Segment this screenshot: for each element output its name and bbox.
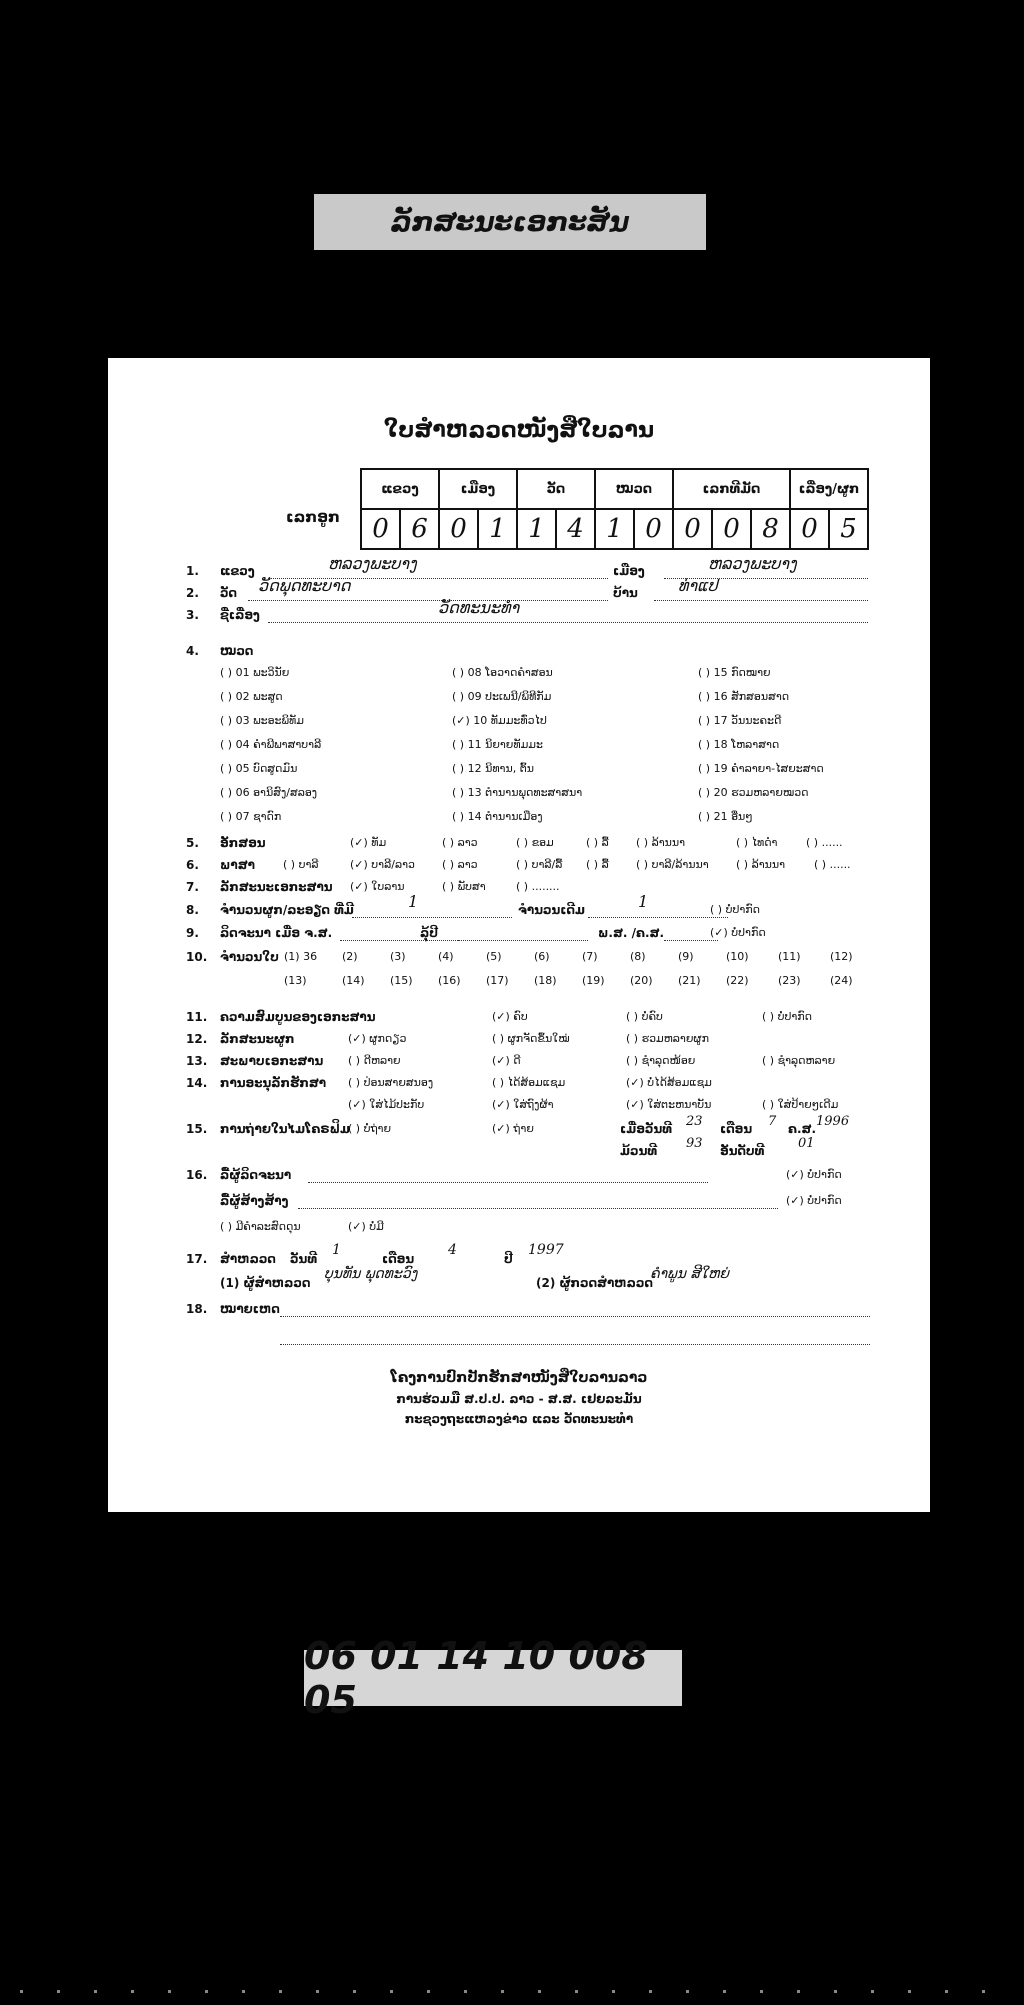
bundle-type-option[interactable]: ( ) ຜູກຈັດຂຶ້ນໃໝ່ bbox=[492, 1032, 570, 1045]
material-option[interactable]: ( ) ........ bbox=[516, 880, 560, 893]
code-digit: 1 bbox=[478, 509, 517, 549]
row-number: 4. bbox=[186, 644, 199, 658]
film-month-label: ເດືອນ bbox=[720, 1122, 753, 1136]
code-header-category: ໝວດ bbox=[595, 469, 673, 509]
survey-form bbox=[108, 358, 930, 1512]
category-option[interactable]: ( ) 04 ຄຳພີພາສາບາລີ bbox=[220, 738, 322, 751]
script-option[interactable]: ( ) ຂອມ bbox=[516, 836, 554, 849]
surveyor-name: ບຸນທັນ ພຸດທະວົງ bbox=[324, 1266, 418, 1282]
code-digit: 0 bbox=[712, 509, 751, 549]
village-value: ທ່າແປ bbox=[678, 576, 718, 595]
unknown-option[interactable]: ( ) ບໍ່ປາກົດ bbox=[710, 903, 760, 916]
category-label: ໝວດ bbox=[220, 644, 254, 658]
leaf-count-cell: (8) bbox=[630, 950, 646, 963]
bundle-type-option[interactable]: ( ) ຮວມຫລາຍຜູກ bbox=[626, 1032, 709, 1045]
checker-label: (2) ຜູ້ກວດສຳຫລວດ bbox=[536, 1276, 653, 1290]
code-digit: 4 bbox=[556, 509, 595, 549]
category-option[interactable]: ( ) 16 ສັກສອນສາດ bbox=[698, 690, 790, 703]
row-number: 1. bbox=[186, 564, 199, 578]
province-label: ແຂວງ bbox=[220, 564, 255, 578]
microfilm-label: ການຖ່າຍໃນໄມໂຄຣຟິມ bbox=[220, 1122, 351, 1136]
title-value: ວັດທະນະທຳ bbox=[438, 598, 520, 617]
leaf-count-cell: (14) bbox=[342, 974, 365, 987]
script-option[interactable]: (✓) ທັມ bbox=[350, 836, 387, 849]
category-option[interactable]: ( ) 06 ອານິສົງ/ສລອງ bbox=[220, 786, 318, 799]
category-option[interactable]: ( ) 17 ວັນນະຄະດີ bbox=[698, 714, 782, 727]
script-label: ອັກສອນ bbox=[220, 836, 266, 850]
unknown-option[interactable]: (✓) ບໍ່ປາກົດ bbox=[786, 1194, 842, 1207]
temple-label: ວັດ bbox=[220, 586, 238, 600]
leaf-count-cell: (7) bbox=[582, 950, 598, 963]
conservation-option[interactable]: (✓) ບໍ່ໄດ້ສ້ອມແຊມ bbox=[626, 1076, 712, 1089]
condition-option[interactable]: ( ) ດີຫລາຍ bbox=[348, 1054, 401, 1067]
leaf-count-cell: (11) bbox=[778, 950, 801, 963]
category-option[interactable]: ( ) 02 ພະສູດ bbox=[220, 690, 283, 703]
language-option[interactable]: ( ) ບາລີ/ລ້ານນາ bbox=[636, 858, 709, 871]
temple-value: ວັດພຸດທະບາດ bbox=[258, 576, 351, 595]
microfilm-option[interactable]: (✓) ຖ່າຍ bbox=[492, 1122, 534, 1135]
footer-ministry: ກະຊວງຖະແຫລງຂ່າວ ແລະ ວັດທະນະທຳ bbox=[404, 1412, 634, 1426]
row-number: 14. bbox=[186, 1076, 208, 1090]
completeness-label: ຄວາມສົມບູນຂອງເອກະສານ bbox=[220, 1010, 376, 1024]
eulogy-option[interactable]: ( ) ມີຄຳລະສົດດຸນ bbox=[220, 1220, 301, 1233]
leaf-count-cell: (4) bbox=[438, 950, 454, 963]
province-value: ຫລວງພະບາງ bbox=[328, 554, 417, 573]
leaf-count-cell: (13) bbox=[284, 974, 307, 987]
category-option[interactable]: ( ) 12 ນິທານ, ຕົ້ນ bbox=[452, 762, 534, 775]
category-option[interactable]: ( ) 08 ໂອວາດຄຳສອນ bbox=[452, 666, 553, 679]
leaf-count-cell: (5) bbox=[486, 950, 502, 963]
leaf-count-cell: (17) bbox=[486, 974, 509, 987]
row-number: 3. bbox=[186, 608, 199, 622]
category-option[interactable]: ( ) 15 ກົດໝາຍ bbox=[698, 666, 771, 679]
surveyor-label: (1) ຜູ້ສຳຫລວດ bbox=[220, 1276, 311, 1290]
category-option[interactable]: ( ) 18 ໂຫລາສາດ bbox=[698, 738, 780, 751]
sponsor-label: ລື້ຜູ້ສ້າງສ້າງ bbox=[220, 1194, 289, 1208]
language-option[interactable]: ( ) ບາລີ bbox=[283, 858, 319, 871]
film-day: 23 bbox=[686, 1114, 703, 1129]
code-digit: 6 bbox=[400, 509, 439, 549]
condition-option[interactable]: (✓) ດີ bbox=[492, 1054, 521, 1067]
leaf-count-cell: (20) bbox=[630, 974, 653, 987]
code-label: ເລກອູກ bbox=[286, 508, 340, 526]
code-table bbox=[360, 468, 869, 550]
row-number: 18. bbox=[186, 1302, 208, 1316]
survey-label: ສຳຫລວດ bbox=[220, 1252, 276, 1266]
leaf-count-cell: (22) bbox=[726, 974, 749, 987]
conservation-option[interactable]: ( ) ໄດ້ສ້ອມແຊມ bbox=[492, 1076, 566, 1089]
row-number: 5. bbox=[186, 836, 199, 850]
leaf-count-cell: (19) bbox=[582, 974, 605, 987]
conservation-option[interactable]: (✓) ໃສ່ຖົງຜ້າ bbox=[492, 1098, 554, 1111]
script-option[interactable]: ( ) ລ້ານນາ bbox=[636, 836, 686, 849]
film-edge-dots bbox=[0, 1990, 1024, 1994]
leaf-count-cell: (21) bbox=[678, 974, 701, 987]
footer-cooperation: ການຮ່ວມມື ສ.ປ.ປ. ລາວ - ສ.ສ. ເຢຍລະມັນ bbox=[396, 1392, 642, 1406]
condition-label: ສະພາບເອກະສານ bbox=[220, 1054, 324, 1068]
code-header-fascicle: ເລື່ອງ/ຜູກ bbox=[790, 469, 868, 509]
bundle-count-label: ຈຳນວນຜູກ/ລະອຽດ ທີ່ມີ bbox=[220, 903, 354, 917]
row-number: 10. bbox=[186, 950, 208, 964]
code-digit: 1 bbox=[517, 509, 556, 549]
category-option[interactable]: ( ) 11 ນິຍາຍທັມມະ bbox=[452, 738, 543, 751]
eulogy-option[interactable]: (✓) ບໍ່ມີ bbox=[348, 1220, 384, 1233]
remarks-label: ໝາຍເຫດ bbox=[220, 1302, 280, 1316]
row-number: 9. bbox=[186, 926, 199, 940]
code-digit: 1 bbox=[595, 509, 634, 549]
leaf-count-cell: (2) bbox=[342, 950, 358, 963]
district-label: ເມືອງ bbox=[613, 564, 645, 578]
code-header-province: ແຂວງ bbox=[361, 469, 439, 509]
language-option[interactable]: (✓) ບາລີ/ລາວ bbox=[350, 858, 415, 871]
film-year-label: ຄ.ສ. bbox=[788, 1122, 817, 1136]
category-option[interactable]: ( ) 03 ພະອະພິທັມ bbox=[220, 714, 304, 727]
title-label: ຊື່ເລື່ອງ bbox=[220, 608, 260, 622]
row-number: 11. bbox=[186, 1010, 208, 1024]
language-option[interactable]: ( ) ລື້ bbox=[586, 858, 609, 871]
row-number: 17. bbox=[186, 1252, 208, 1266]
row-number: 16. bbox=[186, 1168, 208, 1182]
leaf-count-cell: (18) bbox=[534, 974, 557, 987]
footer-project: ໂຄງການປົກປັກຮັກສາໜັງສືໃບລານລາວ bbox=[390, 1370, 648, 1386]
script-option[interactable]: ( ) ລາວ bbox=[442, 836, 478, 849]
survey-day: 1 bbox=[332, 1242, 341, 1258]
village-label: ບ້ານ bbox=[613, 586, 638, 600]
category-option[interactable]: ( ) 19 ຄຳລາຍາ-ໄສຍະສາດ bbox=[698, 762, 824, 775]
bundle-count-value: 1 bbox=[408, 892, 419, 911]
leaf-count-cell: (6) bbox=[534, 950, 550, 963]
film-year: 1996 bbox=[816, 1114, 850, 1129]
unknown-option[interactable]: (✓) ບໍ່ປາກົດ bbox=[786, 1168, 842, 1181]
code-digit: 0 bbox=[361, 509, 400, 549]
row-number: 8. bbox=[186, 903, 199, 917]
row-number: 6. bbox=[186, 858, 199, 872]
bundle-type-option[interactable]: (✓) ຜູກດຽວ bbox=[348, 1032, 407, 1045]
completeness-option[interactable]: ( ) ບໍ່ຄົບ bbox=[626, 1010, 663, 1023]
leaf-count-cell: (12) bbox=[830, 950, 853, 963]
material-label: ລັກສະນະເອກະສານ bbox=[220, 880, 333, 894]
leaf-count-cell: (23) bbox=[778, 974, 801, 987]
leaf-count-cell: (10) bbox=[726, 950, 749, 963]
leaf-count-cell: (15) bbox=[390, 974, 413, 987]
material-option[interactable]: ( ) ພັບສາ bbox=[442, 880, 486, 893]
roll-number: 93 bbox=[686, 1136, 703, 1151]
row-number: 13. bbox=[186, 1054, 208, 1068]
conservation-option[interactable]: (✓) ໃສ່ໄມ້ປະກັບ bbox=[348, 1098, 425, 1111]
scribe-label: ລື້ຜູ້ລິດຈະນາ bbox=[220, 1168, 292, 1182]
script-option[interactable]: ( ) ໄທດຳ bbox=[736, 836, 778, 849]
code-digit: 0 bbox=[439, 509, 478, 549]
conservation-option[interactable]: (✓) ໃສ່ຕະຫນາບັນ bbox=[626, 1098, 712, 1111]
conservation-label: ການອະນຸລັກຮັກສາ bbox=[220, 1076, 327, 1090]
category-option[interactable]: ( ) 05 ບົດສູດມົນ bbox=[220, 762, 298, 775]
conservation-option[interactable]: ( ) ໃສ່ປ້າຍໆເດີມ bbox=[762, 1098, 839, 1111]
row-number: 15. bbox=[186, 1122, 208, 1136]
unknown-option[interactable]: (✓) ບໍ່ປາກົດ bbox=[710, 926, 766, 939]
copy-era-label: ພ.ສ. /ຄ.ສ. bbox=[598, 926, 665, 940]
leaf-count-cell: (9) bbox=[678, 950, 694, 963]
survey-month-label: ເດືອນ bbox=[382, 1252, 415, 1266]
category-option[interactable]: ( ) 21 ອື່ນໆ bbox=[698, 810, 753, 823]
roll-label: ມ້ວນທີ bbox=[620, 1144, 658, 1158]
survey-year-label: ປີ bbox=[504, 1252, 513, 1266]
bundle-type-label: ລັກສະນະຜູກ bbox=[220, 1032, 295, 1046]
leaf-count-cell: (16) bbox=[438, 974, 461, 987]
language-option[interactable]: ( ) ລາວ bbox=[442, 858, 478, 871]
code-digit: 0 bbox=[673, 509, 712, 549]
language-option[interactable]: ( ) ບາລີ/ລື້ bbox=[516, 858, 563, 871]
leaf-count-label: ຈຳນວນໃບ bbox=[220, 950, 279, 964]
survey-year: 1997 bbox=[528, 1242, 564, 1258]
category-option[interactable]: ( ) 09 ປະເພນີ/ພິທີກັມ bbox=[452, 690, 552, 703]
script-option[interactable]: ( ) ລື້ bbox=[586, 836, 609, 849]
microfilm-option[interactable]: ( ) ບໍ່ຖ່າຍ bbox=[348, 1122, 392, 1135]
category-option[interactable]: ( ) 01 ພະວິນັຍ bbox=[220, 666, 290, 679]
condition-option[interactable]: ( ) ຊຳລຸດຫລາຍ bbox=[762, 1054, 836, 1067]
category-option[interactable]: (✓) 10 ທັມມະທົ່ວໄປ bbox=[452, 714, 547, 727]
code-header-district: ເມືອງ bbox=[439, 469, 517, 509]
category-option[interactable]: ( ) 13 ຕຳນານພຸດທະສາສນາ bbox=[452, 786, 583, 799]
film-month: 7 bbox=[768, 1114, 777, 1129]
frame-label: ອັນດັບທີ bbox=[720, 1144, 765, 1158]
condition-option[interactable]: ( ) ຊຳລຸດໜ້ອຍ bbox=[626, 1054, 696, 1067]
original-count-value: 1 bbox=[638, 892, 649, 911]
completeness-option[interactable]: (✓) ຄົບ bbox=[492, 1010, 528, 1023]
leaf-count-cell: (1) 36 bbox=[284, 950, 318, 963]
code-header-temple: ວັດ bbox=[517, 469, 595, 509]
row-number: 7. bbox=[186, 880, 199, 894]
category-option[interactable]: ( ) 14 ຕຳນານເມືອງ bbox=[452, 810, 543, 823]
row-number: 12. bbox=[186, 1032, 208, 1046]
district-value: ຫລວງພະບາງ bbox=[708, 554, 797, 573]
checker-name: ຄຳພູນ ສີໃຫຍ່ bbox=[650, 1266, 730, 1282]
language-label: ພາສາ bbox=[220, 858, 255, 872]
script-option[interactable]: ( ) ...... bbox=[806, 836, 843, 849]
row-number: 2. bbox=[186, 586, 199, 600]
header-label: ລັກສະນະເອກະສັນ bbox=[314, 194, 706, 250]
completeness-option[interactable]: ( ) ບໍ່ປາກົດ bbox=[762, 1010, 812, 1023]
frame-number: 01 bbox=[798, 1136, 815, 1151]
code-header-bundle: ເລກທີມັດ bbox=[673, 469, 790, 509]
material-option[interactable]: (✓) ໃບລານ bbox=[350, 880, 405, 893]
code-digit: 8 bbox=[751, 509, 790, 549]
language-option[interactable]: ( ) ...... bbox=[814, 858, 851, 871]
leaf-count-cell: (3) bbox=[390, 950, 406, 963]
copy-date-label: ລິດຈະນາ ເມື່ອ ຈ.ສ. bbox=[220, 926, 333, 940]
leaf-count-cell: (24) bbox=[830, 974, 853, 987]
category-option[interactable]: ( ) 20 ຮວມຫລາຍໝວດ bbox=[698, 786, 809, 799]
survey-month: 4 bbox=[448, 1242, 457, 1258]
film-date-label: ເມື່ອວັນທີ bbox=[620, 1122, 673, 1136]
category-option[interactable]: ( ) 07 ຊາດົກ bbox=[220, 810, 282, 823]
copy-year-label: ລຸ້ປີ bbox=[420, 926, 438, 940]
original-count-label: ຈຳນວນເດີມ bbox=[518, 903, 586, 917]
code-digit: 5 bbox=[829, 509, 868, 549]
bottom-code-label: 06 01 14 10 008 05 bbox=[304, 1650, 682, 1706]
form-title: ໃບສຳຫລວດໜັງສືໃບລານ bbox=[383, 418, 655, 443]
language-option[interactable]: ( ) ລ້ານນາ bbox=[736, 858, 786, 871]
conservation-option[interactable]: ( ) ປ່ອນສາຍສນອງ bbox=[348, 1076, 434, 1089]
code-digit: 0 bbox=[634, 509, 673, 549]
survey-day-label: ວັນທີ bbox=[290, 1252, 318, 1266]
code-digit: 0 bbox=[790, 509, 829, 549]
